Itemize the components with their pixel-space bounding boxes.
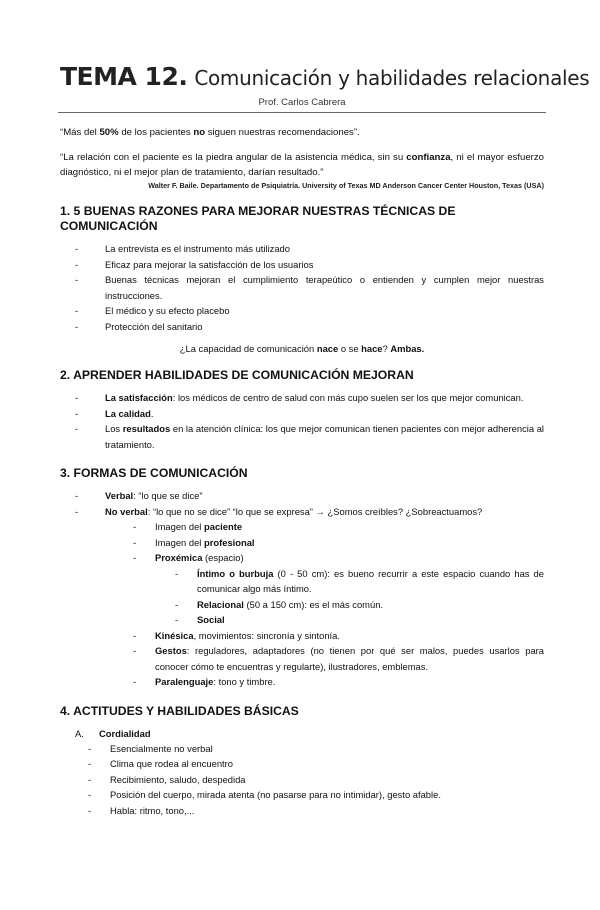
document-page (0, 62, 600, 910)
proxemica-sublist (155, 566, 544, 628)
quote-relationship: “La relación con el paciente es la piedra angular de la asistencia médica, sin su confianza, ni el mayor esfuerzo diagnóstico, ni el mejor plan de tratamiento, darían resultado.” (60, 152, 544, 178)
list-item-verbal: - Verbal: “lo que se dice” (75, 488, 544, 504)
title-divider (58, 112, 546, 113)
list-item: - Clima que rodea al encuentro (88, 756, 544, 772)
list-item: - Los resultados en la atención clínica: los que mejor comunican tienen pacientes con mejor adherencia al tratamiento. (75, 421, 544, 452)
quote-citation: Walter F. Baile. Departamento de Psiquiatría. University of Texas MD Anderson Cancer Center Houston, Texas (USA) (148, 181, 544, 190)
section-3-heading: 3. FORMAS DE COMUNICACIÓN (60, 466, 248, 480)
list-item: - Buenas técnicas mejoran el cumplimiento terapeútico o entienden y cumplen mejor nuestras instrucciones. (75, 272, 544, 303)
title-number: TEMA 12. (60, 62, 188, 91)
subsection-cordialidad (75, 726, 544, 741)
section-3-list (60, 488, 544, 690)
quote-statistic: “Más del 50% de los pacientes no siguen nuestras recomendaciones”. (60, 127, 360, 138)
list-item: - Imagen del paciente (133, 519, 544, 535)
section-4-heading: 4. ACTITUDES Y HABILIDADES BÁSICAS (60, 703, 299, 718)
section-4-list (60, 741, 544, 819)
list-item-no-verbal: - No verbal: “lo que no se dice” “lo que se expresa” → ¿Somos creíbles? ¿Sobreactuamos? - Imagen del paciente - Imagen del profesional - Proxémica (espacio) - Íntimo o burbuja (0 - 50 cm): es bueno recurrir a este espacio cuando has de comunicar algo más íntimo. - Relacional (50 a 150 cm): es el más común. - Social - Kinésica, movimientos: sincronía y sintonía. - Gestos: reguladores, adaptadores (no tienen por qué ser malos, puedes usarlos para conocer cómo te encuentras y regularte), ilustradores, emblemas. - Paralenguaje: tono y timbre. (75, 504, 544, 690)
section-1-list (60, 241, 544, 334)
no-verbal-sublist (105, 519, 544, 690)
subsection-letter: A. (75, 727, 84, 739)
title-subject: Comunicación y habilidades relacionales (194, 66, 590, 90)
list-item-proxemica: - Proxémica (espacio) - Íntimo o burbuja (0 - 50 cm): es bueno recurrir a este espacio cuando has de comunicar algo más íntimo. - Relacional (50 a 150 cm): es el más común. - Social (133, 550, 544, 628)
list-item: - Gestos: reguladores, adaptadores (no tienen por qué ser malos, puedes usarlos para conocer cómo te encuentras y regularte), ilustradores, emblemas. (133, 643, 544, 674)
list-item: - Imagen del profesional (133, 535, 544, 551)
subsection-title: Cordialidad (99, 727, 151, 739)
list-item: - El médico y su efecto placebo (75, 303, 544, 319)
section-1-note: ¿La capacidad de comunicación nace o se hace? Ambas. (179, 343, 425, 354)
document-title (60, 62, 590, 93)
list-item: - Social (175, 612, 544, 628)
list-item: - La calidad. (75, 406, 544, 422)
list-item: - Esencialmente no verbal (88, 741, 544, 757)
list-item: - Paralenguaje: tono y timbre. (133, 674, 544, 690)
list-item: - Habla: ritmo, tono,... (88, 803, 544, 819)
list-item: - Kinésica, movimientos: sincronía y sintonía. (133, 628, 544, 644)
list-item: - La satisfacción: los médicos de centro de salud con más cupo suelen ser los que mejor comunican. (75, 390, 544, 406)
section-1-heading: 1. 5 BUENAS RAZONES PARA MEJORAR NUESTRAS TÉCNICAS DE COMUNICACIÓN (60, 204, 456, 233)
section-2-list (60, 390, 544, 452)
list-item: - Íntimo o burbuja (0 - 50 cm): es bueno recurrir a este espacio cuando has de comunicar algo más íntimo. (175, 566, 544, 597)
list-item: - Eficaz para mejorar la satisfacción de los usuarios (75, 257, 544, 273)
author-line: Prof. Carlos Cabrera (258, 97, 346, 108)
list-item: - Posición del cuerpo, mirada atenta (no pasarse para no intimidar), gesto afable. (88, 787, 544, 803)
list-item: - Protección del sanitario (75, 319, 544, 335)
list-item: - La entrevista es el instrumento más utilizado (75, 241, 544, 257)
list-item: - Relacional (50 a 150 cm): es el más común. (175, 597, 544, 613)
list-item: - Recibimiento, saludo, despedida (88, 772, 544, 788)
section-2-heading: 2. APRENDER HABILIDADES DE COMUNICACIÓN MEJORAN (60, 368, 414, 382)
